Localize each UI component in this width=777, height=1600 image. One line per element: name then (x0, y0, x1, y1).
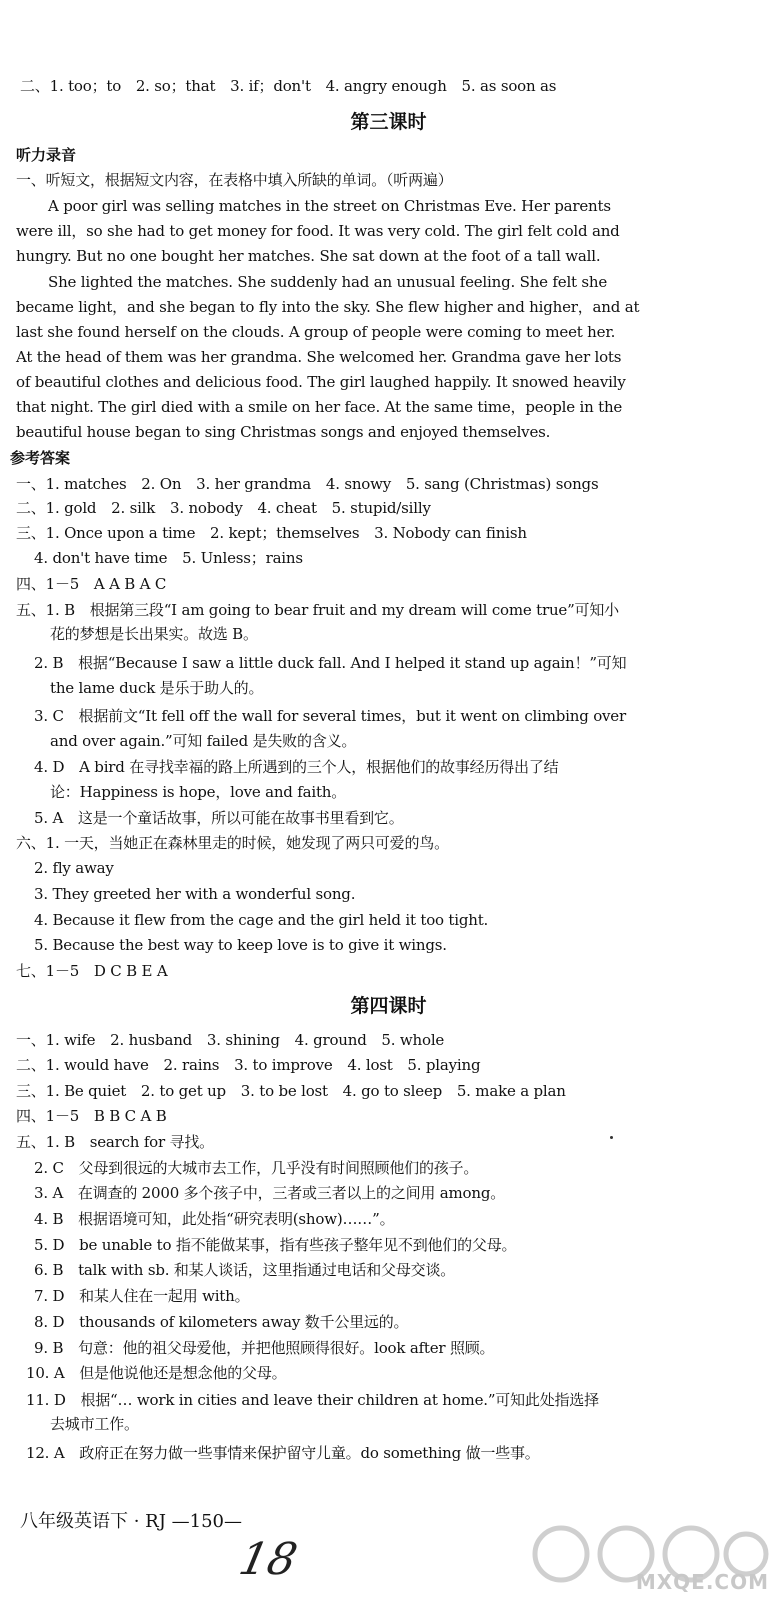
passage-line: hungry. But no one bought her matches. She sat down at the foot of a tall wall. (16, 247, 601, 265)
answer-line: 二、1. would have 2. rains 3. to improve 4. lost 5. playing (16, 1056, 481, 1074)
answer-line: 3. They greeted her with a wonderful song. (34, 885, 356, 903)
answer-line: 3. A 在调查的 2000 多个孩子中，三者或三者以上的之间用 among。 (34, 1184, 506, 1202)
passage-line: that night. The girl died with a smile on her face. At the same time，people in the (16, 398, 623, 416)
answer-line: 4. B 根据语境可知，此处指“研究表明(show)……”。 (34, 1210, 395, 1228)
answer-line: 5. A 这是一个童话故事，所以可能在故事书里看到它。 (34, 809, 404, 827)
answer-line: 4. don't have time 5. Unless；rains (34, 549, 303, 567)
answer-line: 论：Happiness is hope，love and faith。 (50, 783, 347, 801)
answer-line: 五、1. B 根据第三段“I am going to bear fruit and my dream will come true”可知小 (16, 601, 619, 619)
top-answer-line: 二、1. too；to 2. so；that 3. if；don't 4. angry enough 5. as soon as (20, 77, 557, 95)
answer-line: 四、1－5 A A B A C (16, 575, 167, 593)
watermark-text: MXQE.COM (635, 1570, 769, 1594)
passage-line: last she found herself on the clouds. A group of people were coming to meet her. (16, 323, 616, 341)
answer-line: 一、1. matches 2. On 3. her grandma 4. snowy 5. sang (Christmas) songs (16, 475, 599, 493)
passage-line: beautiful house began to sing Christmas songs and enjoyed themselves. (16, 423, 551, 441)
answer-line: 7. D 和某人住在一起用 with。 (34, 1287, 250, 1305)
passage-line: She lighted the matches. She suddenly had an unusual feeling. She felt she (48, 273, 608, 291)
answer-line: 三、1. Be quiet 2. to get up 3. to be lost 4. go to sleep 5. make a plan (16, 1082, 566, 1100)
answer-line: 6. B talk with sb. 和某人谈话，这里指通过电话和父母交谈。 (34, 1261, 456, 1279)
answer-line: 3. C 根据前文“It fell off the wall for several times，but it went on climbing over (34, 707, 626, 725)
passage-line: At the head of them was her grandma. She welcomed her. Grandma gave her lots (16, 348, 622, 366)
answer-line: 2. B 根据“Because I saw a little duck fall. And I helped it stand up again！”可知 (34, 654, 627, 672)
answer-line: 三、1. Once upon a time 2. kept；themselves 3. Nobody can finish (16, 524, 527, 542)
page-footer: 八年级英语下 · RJ —150— (20, 1511, 243, 1532)
answer-line: 二、1. gold 2. silk 3. nobody 4. cheat 5. stupid/silly (16, 499, 431, 517)
answer-line: 10. A 但是他说他还是想念他的父母。 (26, 1364, 287, 1382)
handwritten-page-number: 18 (234, 1534, 302, 1585)
answer-line: 六、1. 一天，当她正在森林里走的时候，她发现了两只可爱的鸟。 (16, 834, 449, 852)
answer-line: 9. B 句意：他的祖父母爱他，并把他照顾得很好。look after 照顾。 (34, 1339, 495, 1357)
answer-line: 4. D A bird 在寻找幸福的路上所遇到的三个人，根据他们的故事经历得出了结 (34, 758, 559, 776)
answer-line: the lame duck 是乐于助人的。 (50, 679, 264, 697)
section-heading-lesson-4: 第四课时 (350, 995, 427, 1017)
passage-line: of beautiful clothes and delicious food. The girl laughed happily. It snowed heavily (16, 373, 626, 391)
task-instruction: 一、听短文，根据短文内容，在表格中填入所缺的单词。（听两遍） (16, 171, 453, 189)
answer-line: 五、1. B search for 寻找。 (16, 1133, 214, 1151)
answer-line: 4. Because it flew from the cage and the girl held it too tight. (34, 911, 489, 929)
answer-line: 12. A 政府正在努力做一些事情来保护留守儿童。do something 做一些事。 (26, 1444, 540, 1462)
answer-line: 11. D 根据“… work in cities and leave their children at home.”可知此处指选择 (26, 1391, 599, 1409)
answer-line: 2. C 父母到很远的大城市去工作，几乎没有时间照顾他们的孩子。 (34, 1159, 479, 1177)
answer-line: 5. Because the best way to keep love is to give it wings. (34, 936, 447, 954)
speck-mark (610, 1136, 613, 1139)
passage-line: were ill，so she had to get money for food. It was very cold. The girl felt cold and (16, 222, 620, 240)
answer-line: 四、1－5 B B C A B (16, 1107, 167, 1125)
section-heading-lesson-3: 第三课时 (350, 111, 427, 133)
listening-label: 听力录音 (16, 146, 77, 164)
answer-line: 8. D thousands of kilometers away 数千公里远的。 (34, 1313, 409, 1331)
passage-line: A poor girl was selling matches in the street on Christmas Eve. Her parents (48, 197, 611, 215)
passage-line: became light，and she began to fly into the sky. She flew higher and higher，and at (16, 298, 640, 316)
answer-line: 去城市工作。 (50, 1415, 139, 1433)
answer-line: 七、1－5 D C B E A (16, 962, 168, 980)
answer-line: 2. fly away (34, 859, 114, 877)
answer-line: 一、1. wife 2. husband 3. shining 4. ground 5. whole (16, 1031, 445, 1049)
answer-line: 花的梦想是长出果实。故选 B。 (50, 625, 258, 643)
answers-label: 参考答案 (10, 449, 71, 467)
answer-line: and over again.”可知 failed 是失败的含义。 (50, 732, 357, 750)
answer-line: 5. D be unable to 指不能做某事，指有些孩子整年见不到他们的父母。 (34, 1236, 517, 1254)
